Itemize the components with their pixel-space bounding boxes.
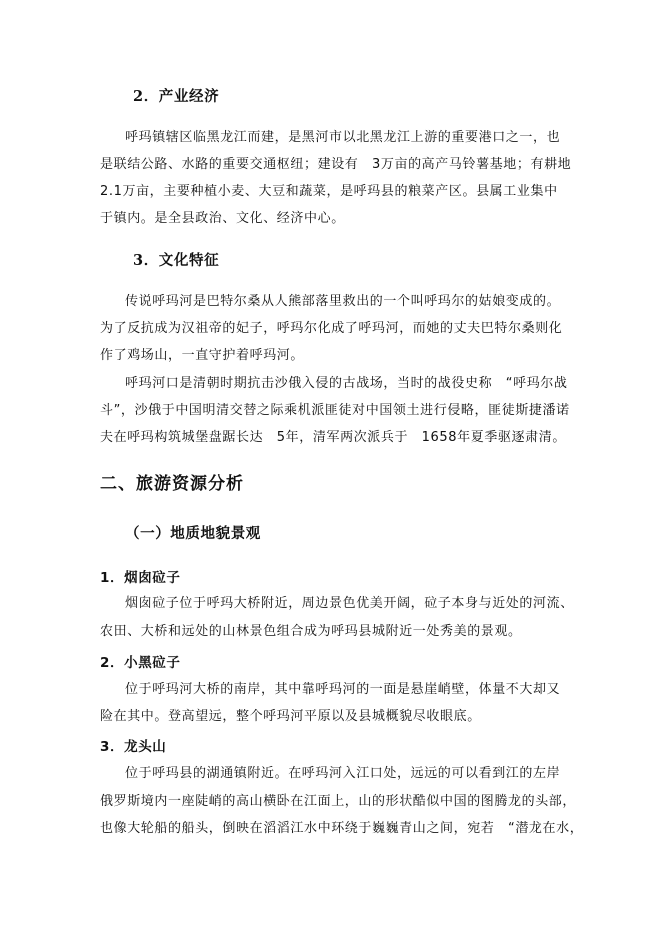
paragraph-line: 也像大轮船的船头，倒映在滔滔江水中环绕于巍巍青山之间，宛若 “潜龙在水， [100, 821, 584, 836]
item-title-yancong-lazi: 1．烟囱砬子 [100, 570, 181, 586]
heading-industry-economy: 2．产业经济 [133, 88, 220, 105]
paragraph-line: 呼玛镇辖区临黑龙江而建，是黑河市以北黑龙江上游的重要港口之一，也 [125, 130, 561, 145]
item-title-longtou-shan: 3．龙头山 [100, 739, 167, 755]
chapter-heading-tourism-resources: 二、旅游资源分析 [100, 474, 244, 494]
paragraph-line: 于镇内。是全县政治、文化、经济中心。 [100, 211, 345, 226]
paragraph-line: 呼玛河口是清朝时期抗击沙俄入侵的古战场，当时的战役史称 “呼玛尔战 [125, 376, 568, 391]
paragraph-line: 位于呼玛河大桥的南岸，其中靠呼玛河的一面是悬崖峭壁，体量不大却又 [125, 682, 561, 697]
paragraph-line: 农田、大桥和远处的山林景色组合成为呼玛县城附近一处秀美的景观。 [100, 624, 522, 639]
paragraph-line: 斗”，沙俄于中国明清交替之际乘机派匪徒对中国领土进行侵略，匪徒斯捷潘诺 [100, 403, 570, 418]
paragraph-line: 俄罗斯境内一座陡峭的高山横卧在江面上，山的形状酷似中国的图腾龙的头部， [100, 794, 577, 809]
paragraph-line: 传说呼玛河是巴特尔桑从人熊部落里救出的一个叫呼玛尔的姑娘变成的。 [125, 294, 561, 309]
item-title-xiaohei-lazi: 2．小黑砬子 [100, 655, 181, 671]
heading-cultural-features: 3．文化特征 [133, 252, 220, 269]
paragraph-line: 作了鸡场山，一直守护着呼玛河。 [100, 348, 305, 363]
paragraph-line: 为了反抗成为汉祖帝的妃子，呼玛尔化成了呼玛河，而她的丈夫巴特尔桑则化 [100, 321, 563, 336]
subheading-geology-landforms: （一）地质地貌景观 [125, 525, 261, 542]
paragraph-line: 位于呼玛县的湖通镇附近。在呼玛河入江口处，远远的可以看到江的左岸 [125, 766, 561, 781]
paragraph-line: 是联结公路、水路的重要交通枢纽；建设有 3万亩的高产马铃薯基地；有耕地 [100, 157, 572, 172]
paragraph-line: 烟囱砬子位于呼玛大桥附近，周边景色优美开阔，砬子本身与近处的河流、 [125, 596, 574, 611]
paragraph-line: 夫在呼玛构筑城堡盘踞长达 5年，清军两次派兵于 1658年夏季驱逐肃清。 [100, 430, 566, 445]
paragraph-line: 2.1万亩，主要种植小麦、大豆和蔬菜，是呼玛县的粮菜产区。县属工业集中 [100, 184, 558, 199]
paragraph-line: 险在其中。登高望远，整个呼玛河平原以及县城概貌尽收眼底。 [100, 709, 481, 724]
